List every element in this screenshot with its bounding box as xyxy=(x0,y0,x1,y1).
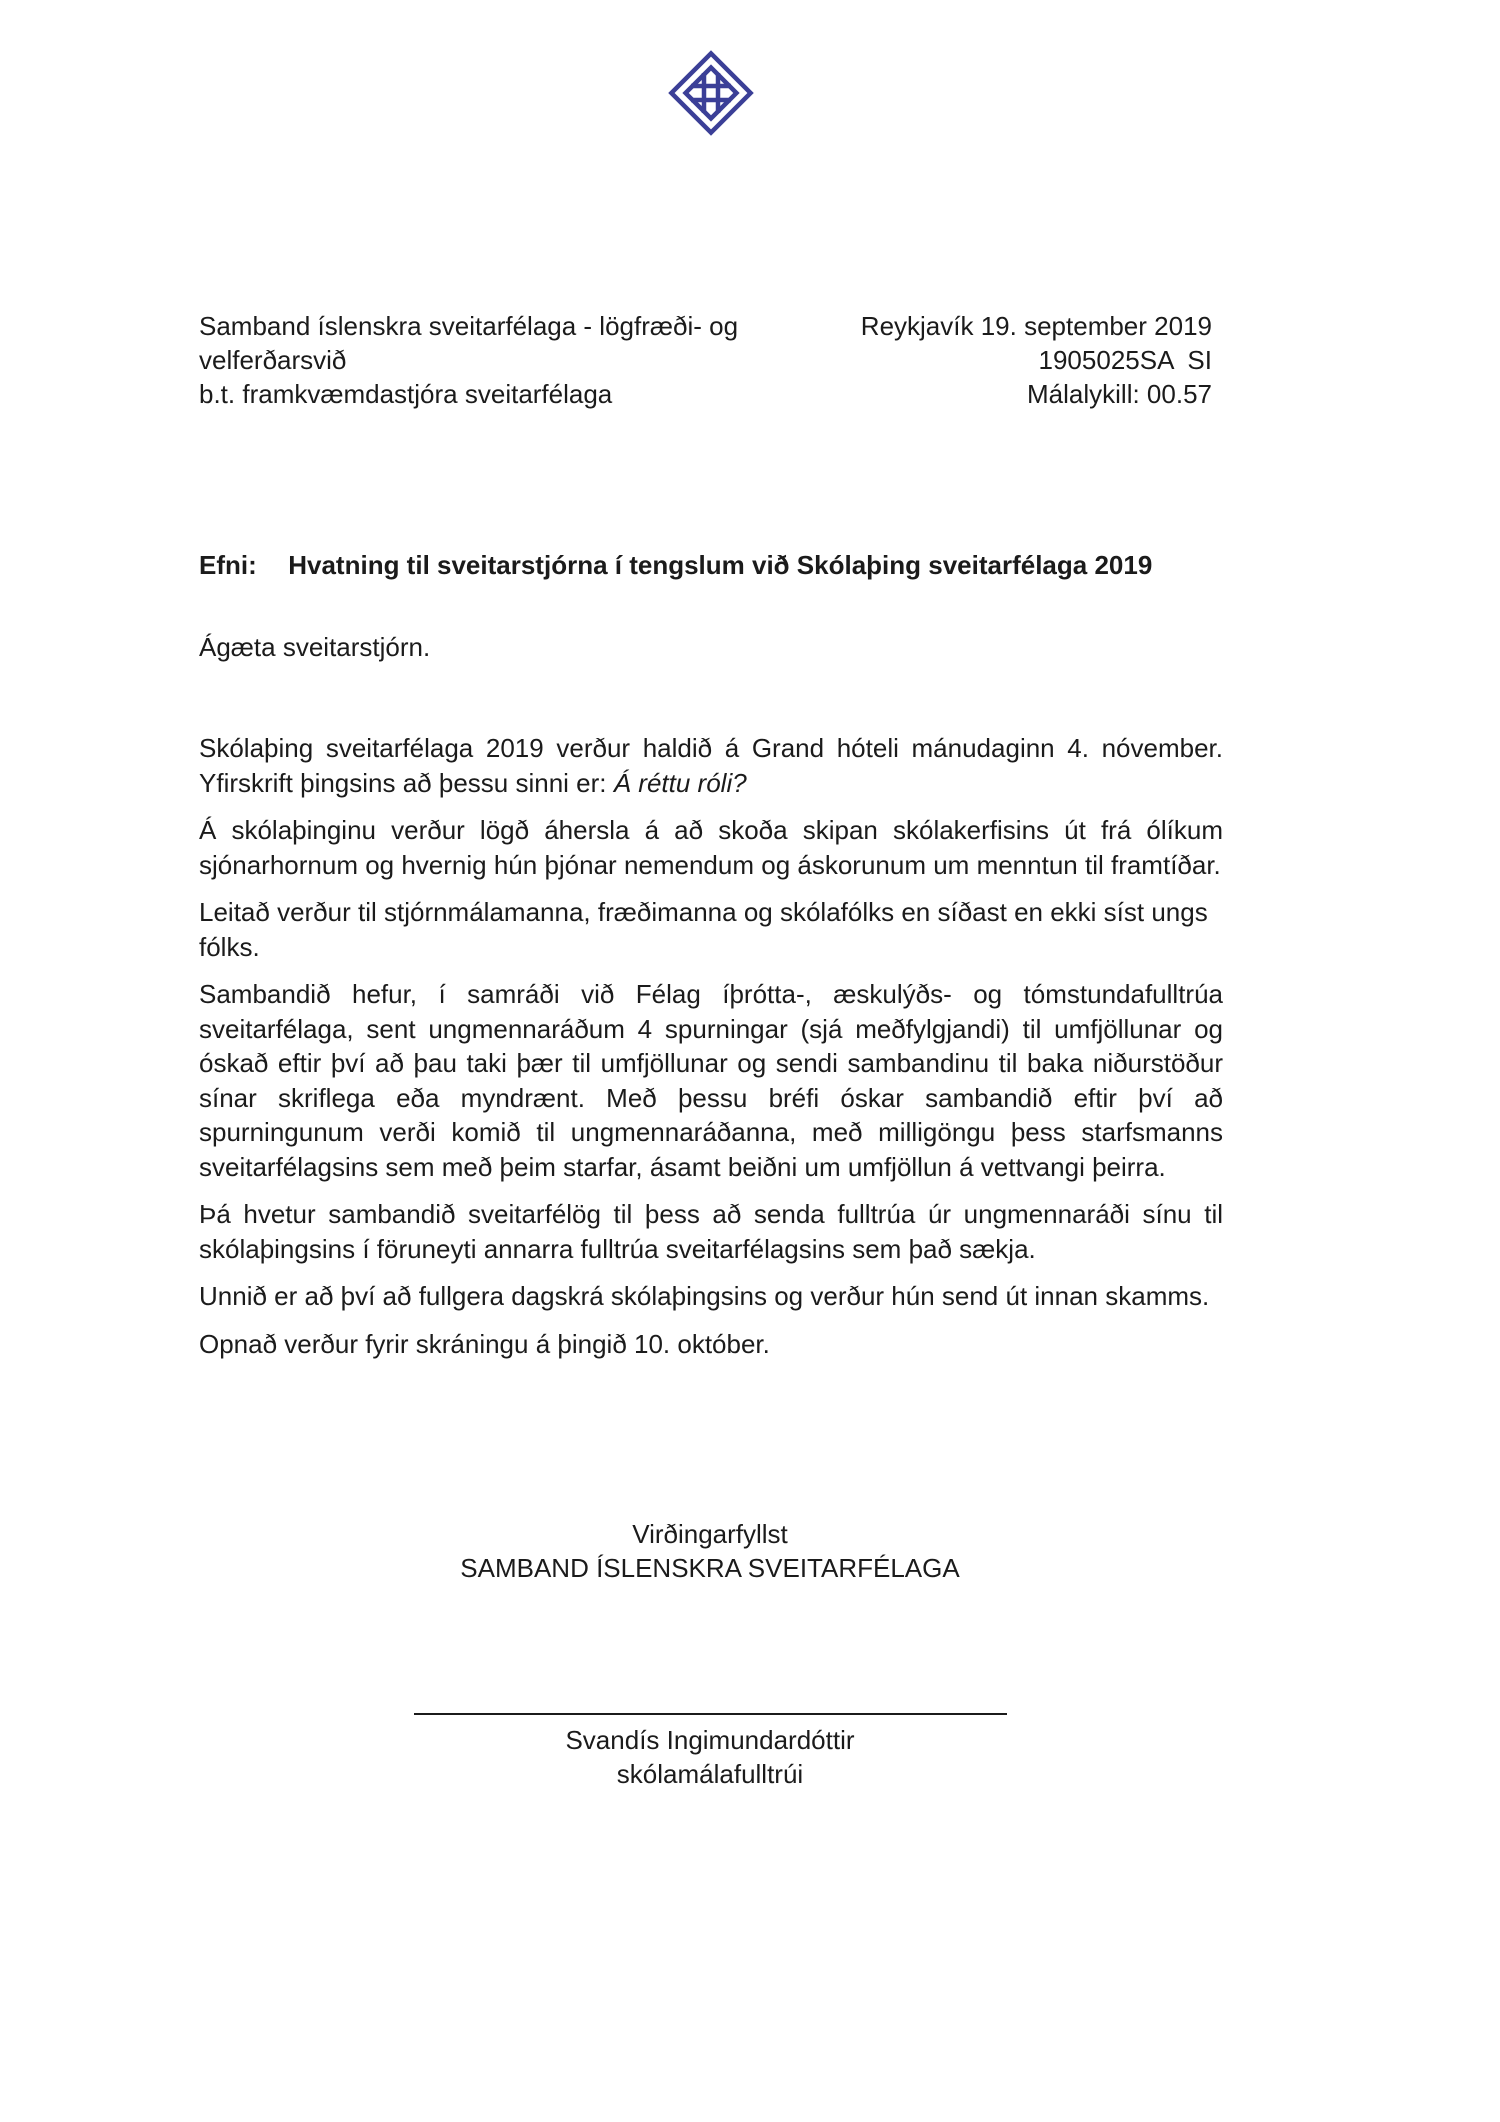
paragraph-4: Sambandið hefur, í samráði við Félag íþrótta-, æskulýðs- og tómstundafulltrúa sveitarfélaga, sent ungmennaráðum 4 spurningar (sjá meðfylgjandi) til umfjöllunar og óskað eftir því að þau taki þær til umfjöllunar og sendi sambandinu til baka niðurstöður sínar skriflega eða myndrænt. Með þessu bréfi óskar sambandið eftir því að spurningunum verði komið til ungmennaráðanna, með milligöngu þess starfsmanns sveitarfélagsins sem með þeim starfar, ásamt beiðni um umfjöllun á vettvangi þeirra. xyxy=(199,979,1223,1182)
recipient-address xyxy=(199,309,738,411)
letter-meta xyxy=(861,309,1212,411)
paragraph-7: Opnað verður fyrir skráningu á þingið 10. október. xyxy=(199,1328,770,1359)
signer-title: skólamálafulltrúi xyxy=(616,1759,804,1789)
paragraph-2: Á skólaþinginu verður lögð áhersla á að skoða skipan skólakerfisins út frá ólíkum sjónarhornum og hvernig hún þjónar nemendum og áskorunum um menntun til framtíðar. xyxy=(199,815,1223,880)
subject-label: Efni: xyxy=(199,550,257,580)
signer-block xyxy=(0,1723,1420,1791)
recipient-line-3: b.t. framkvæmdastjóra sveitarfélaga xyxy=(199,379,613,409)
paragraph-6: Unnið er að því að fullgera dagskrá skólaþingsins og verður hún send út innan skamms. xyxy=(199,1281,1210,1311)
paragraph-3: Leitað verður til stjórnmálamanna, fræðimanna og skólafólks en síðast en ekki síst ungs fólks. xyxy=(199,897,1208,962)
reference-number: 1905025SA SI xyxy=(1038,345,1212,375)
signature-line xyxy=(414,1713,1007,1715)
recipient-line-2: velferðarsvið xyxy=(199,345,347,375)
conference-motto: Á réttu róli? xyxy=(613,767,747,798)
closing-salutation: Virðingarfyllst xyxy=(632,1519,788,1549)
place-date: Reykjavík 19. september 2019 xyxy=(860,311,1212,341)
municipal-knot-logo-icon xyxy=(661,43,761,143)
greeting: Ágæta sveitarstjórn. xyxy=(199,632,431,662)
letter-body xyxy=(199,731,1223,1374)
paragraph-1-text: Skólaþing sveitarfélaga 2019 verður haldið á Grand hóteli mánudaginn 4. nóvember. Yfirskrift þingsins að þessu sinni er: xyxy=(199,733,1223,798)
signer-name: Svandís Ingimundardóttir xyxy=(565,1725,855,1755)
closing-organization: SAMBAND ÍSLENSKRA SVEITARFÉLAGA xyxy=(460,1553,960,1583)
recipient-line-1: Samband íslenskra sveitarfélaga - lögfræði- og xyxy=(199,311,739,341)
paragraph-5: Þá hvetur sambandið sveitarfélög til þess að senda fulltrúa úr ungmennaráði sínu til skólaþingsins í föruneyti annarra fulltrúa sveitarfélagsins sem það sækja. xyxy=(199,1199,1223,1264)
case-key: Málalykill: 00.57 xyxy=(1027,379,1212,409)
subject-line xyxy=(199,548,1152,582)
paragraph-1 xyxy=(199,731,1223,800)
closing-block xyxy=(0,1517,1420,1585)
subject-text: Hvatning til sveitarstjórna í tengslum við Skólaþing sveitarfélaga 2019 xyxy=(288,550,1153,580)
